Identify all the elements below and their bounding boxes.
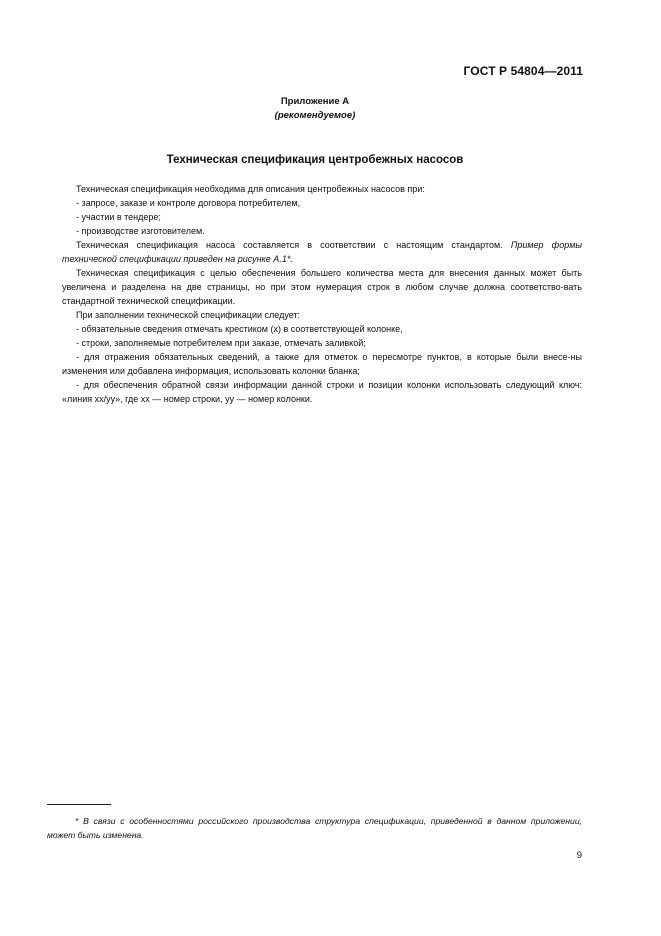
footnote-divider [47,804,111,805]
page-number: 9 [576,850,582,861]
section-title: Техническая спецификация центробежных насосов [166,154,464,166]
paragraph-expansion: Техническая спецификация с целью обеспечения большего количества места для внесения данных может быть увеличена и разделена на две страницы, но при этом нумерация строк в любом случае должна соответство-вать стандартной технической спецификации. [62,268,582,306]
list-item: - обязательные сведения отмечать крестиком (x) в соответствующей колонке, [76,324,403,334]
list-item: - строки, заполняемые потребителем при заказе, отмечать заливкой; [76,338,366,348]
list-item: - запросе, заказе и контроле договора потребителем, [76,198,301,208]
list-item: - для отражения обязательных сведений, а также для отметок о пересмотре пунктов, в которые были внесе-ны изменения или добавлена информация, использовать колонки бланка; [62,352,582,376]
paragraph-filling-rules: При заполнении технической спецификации следует: [76,310,301,320]
list-item: - участии в тендере; [76,212,161,222]
list-item: - для обеспечения обратной связи информации данной строки и позиции колонки использовать следующий ключ: «линия xx/yy», где xx — номер строки, yy — номер колонки. [62,380,582,404]
body-text [62,182,582,406]
list-item: - производстве изготовителем. [76,226,205,236]
annex-subtitle: (рекомендуемое) [274,110,356,121]
paragraph-intro: Техническая спецификация необходима для описания центробежных насосов при: [76,184,425,194]
figure-reference: Пример формы технической спецификации приведен на рисунке А.1*. [62,240,582,264]
annex-title: Приложение А [280,96,350,107]
paragraph-spec-form-text: Техническая спецификация насоса составляется в соответствии с настоящим стандартом. [76,240,511,250]
footnote: * В связи с особенностями российского производства структура спецификации, приведенной в данном приложении, может быть изменена. [47,816,582,840]
annex-heading [0,95,630,123]
standard-code: ГОСТ Р 54804—2011 [463,64,583,78]
paragraph-spec-form [62,238,582,266]
